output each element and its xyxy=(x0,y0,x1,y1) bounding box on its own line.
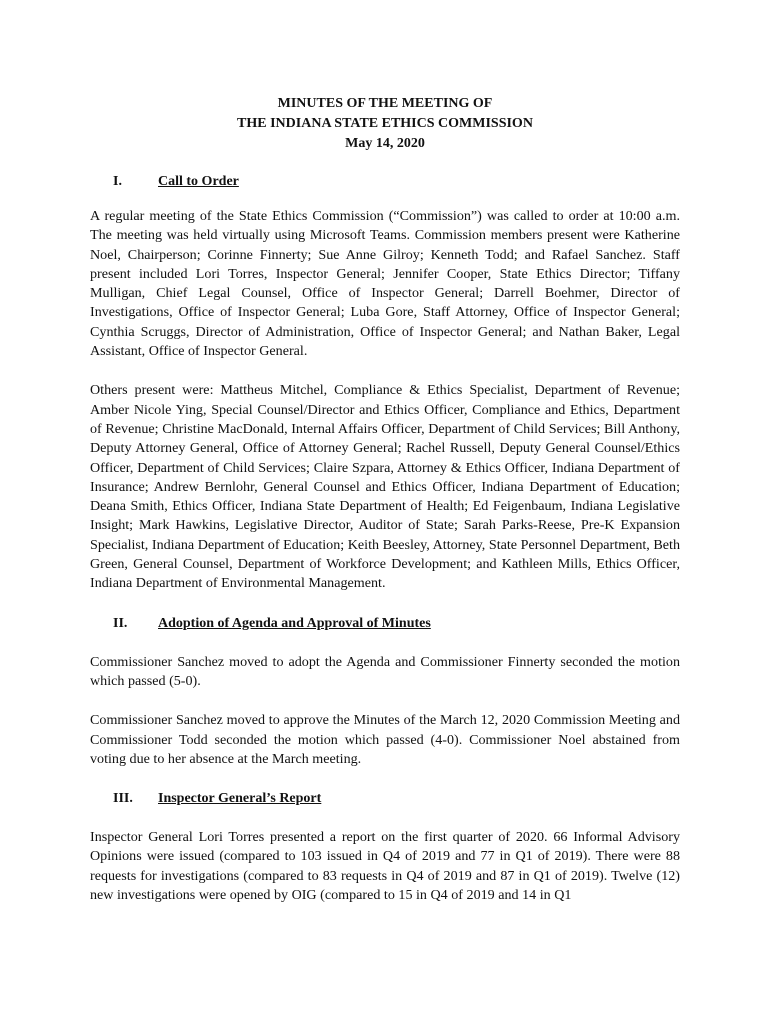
section-number: I. xyxy=(113,174,122,189)
section-title: Inspector General’s Report xyxy=(158,791,322,807)
section-number: II. xyxy=(113,615,128,631)
paragraph-others-present: Others present were: Mattheus Mitchel, Compliance & Ethics Specialist, Department of Revenue; Amber Nicole Ying, Special Counsel/Director and Ethics Officer, Compliance and Ethics, Department of Revenue; Christine MacDonald, Internal Affairs Officer, Department of Child Services; Bill Anthony, Deputy Attorney General, Office of Attorney General; Rachel Russell, Deputy General Counsel/Ethics Officer, Department of Child Services; Claire Szpara, Attorney & Ethics Officer, Indiana Department of Insurance; Andrew Bernlohr, General Counsel and Ethics Officer, Indiana Department of Education; Deana Smith, Ethics Officer, Indiana State Department of Health; Ed Feigenbaum, Indiana Legislative Insight; Mark Hawkins, Legislative Director, Auditor of State; Sarah Parks-Reese, Pre-K Expansion Specialist, Indiana Department of Education; Keith Beesley, Attorney, State Personnel Department, Beth Green, General Counsel, Department of Workforce Development; and Kathleen Mills, Ethics Officer, Indiana Department of Environmental Management. xyxy=(90,382,680,592)
paragraph-agenda-motion: Commissioner Sanchez moved to adopt the Agenda and Commissioner Finnerty seconded the motion which passed (5-0). xyxy=(90,653,680,689)
section-heading-adoption-of-agenda xyxy=(90,614,680,633)
document-title xyxy=(90,94,680,154)
paragraph-ig-report: Inspector General Lori Torres presented a report on the first quarter of 2020. 66 Informal Advisory Opinions were issued (compared to 103 issued in Q4 of 2019 and 77 in Q1 of 2019). There were 88 requests for investigations (compared to 83 requests in Q4 of 2019 and 87 in Q1 of 2019). Twelve (12) new investigations were opened by OIG (compared to 15 in Q4 of 2019 and 14 in Q1 xyxy=(90,829,680,904)
section-title: Call to Order xyxy=(158,174,239,189)
paragraph-call-to-order: A regular meeting of the State Ethics Commission (“Commission”) was called to order at 10:00 a.m. The meeting was held virtually using Microsoft Teams. Commission members present were Katherine Noel, Chairperson; Corinne Finnerty; Sue Anne Gilroy; Kenneth Todd; and Rafael Sanchez. Staff present included Lori Torres, Inspector General; Jennifer Cooper, State Ethics Director; Tiffany Mulligan, Chief Legal Counsel, Office of Inspector General; Darrell Boehmer, Director of Investigations, Office of Inspector General; Luba Gore, Staff Attorney, Office of Inspector General; Cynthia Scruggs, Director of Administration, Office of Inspector General; and Nathan Baker, Legal Assistant, Office of Inspector General. xyxy=(90,208,680,360)
section-heading-call-to-order xyxy=(90,172,680,191)
title-date: May 14, 2020 xyxy=(345,136,425,151)
section-heading-inspector-general-report xyxy=(90,789,680,808)
section-title: Adoption of Agenda and Approval of Minutes xyxy=(158,615,431,631)
paragraph-minutes-motion: Commissioner Sanchez moved to approve the Minutes of the March 12, 2020 Commission Meeting and Commissioner Todd seconded the motion which passed (4-0). Commissioner Noel abstained from voting due to her absence at the March meeting. xyxy=(90,712,680,767)
document-page xyxy=(90,94,680,905)
title-line-2: THE INDIANA STATE ETHICS COMMISSION xyxy=(237,116,533,131)
title-line-1: MINUTES OF THE MEETING OF xyxy=(277,96,493,111)
section-number: III. xyxy=(113,791,133,807)
